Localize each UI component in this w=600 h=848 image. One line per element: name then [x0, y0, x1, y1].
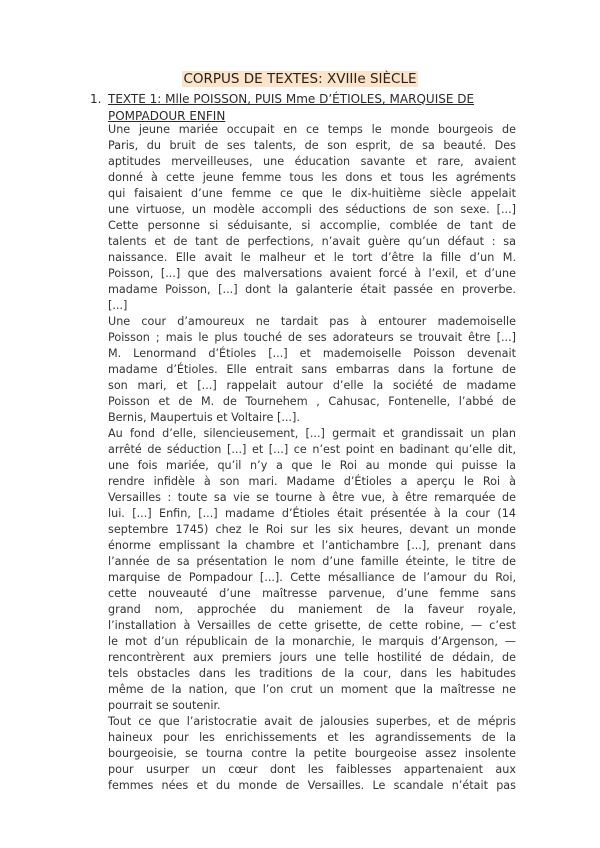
text-line: pourrait se soutenir. — [108, 699, 221, 712]
text-line: Poisson, [...] que des malversations avaient forcé à l’exil, et d’une — [108, 267, 516, 280]
text-line: Poisson et de M. de Tournehem , Cahusac, Fontenelle, l’abbé de — [108, 395, 516, 408]
text-line: Poisson ; mais le plus touché de ses adorateurs se trouvait être [...] — [108, 331, 516, 344]
text-line: rendre infidèle à son mari. Madame d’Étioles a aperçu le Roi à — [108, 475, 516, 488]
text-line: aptitudes merveilleuses, une éducation savante et rare, avaient — [108, 155, 516, 168]
text-line: Bernis, Maupertuis et Voltaire [...]. — [108, 411, 300, 424]
text-line: Tout ce que l’aristocratie avait de jalousies superbes, et de mépris — [108, 715, 516, 728]
corpus-title-text: CORPUS DE TEXTES: XVIIIe SIÈCLE — [183, 71, 417, 87]
text-line: M. Lenormand d’Étioles [...] et mademoiselle Poisson devenait — [108, 347, 516, 360]
text-line: Au fond d’elle, silencieusement, [...] germait et grandissait un plan — [108, 427, 516, 440]
text-line: madame d’Étioles. Elle entrait sans embarras dans la fortune de — [108, 363, 516, 376]
text-line: énorme emplissant la chambre et l’antichambre [...], prenant dans — [108, 539, 516, 552]
text-line: l’année de sa présentation le nom d’une famille éteinte, le titre de — [108, 555, 516, 568]
text-line: qui faisaient d’une femme ce que le dix-huitième siècle appelait — [108, 187, 516, 200]
text-line: Paris, du bruit de ses talents, de son esprit, de sa beauté. Des — [108, 139, 516, 152]
text-heading — [108, 91, 508, 125]
text-line: Cette personne si séduisante, si accomplie, comblée de tant de — [108, 219, 516, 232]
corpus-title — [0, 70, 600, 88]
text-line: septembre 1745) chez le Roi sur les six heures, devant un monde — [108, 523, 516, 536]
text-line: l’installation à Versailles de cette grisette, de cette robine, — c’est — [108, 619, 516, 632]
text-body — [108, 122, 516, 794]
text-line: tels obstacles dans les traditions de la cour, dans les habitudes — [108, 667, 516, 680]
text-line: arrêté de séduction [...] et [...] ce n’est point en badinant qu’elle dit, — [108, 443, 516, 456]
text-line: marquise de Pompadour [...]. Cette mésalliance de l’amour du Roi, — [108, 571, 516, 584]
text-line: femmes nées et du monde de Versailles. Le scandale n’était pas — [108, 779, 516, 792]
text-line: talents et de tant de perfections, n’avait guère qu’un défaut : sa — [108, 235, 516, 248]
text-line: haineux pour les enrichissements et les agrandissements de la — [108, 731, 516, 744]
text-line: bourgeoisie, se tourna contre la petite bourgeoise assez insolente — [108, 747, 516, 760]
text-line: Une jeune mariée occupait en ce temps le monde bourgeois de — [108, 123, 516, 136]
text-line: naissance. Elle avait le malheur et le tort d’être la fille d’un M. — [108, 251, 516, 264]
text-line: lui. [...] Enfin, [...] madame d’Étioles était présentée à la cour (14 — [108, 507, 516, 520]
text-line: pour usurper un cœur dont les faiblesses appartenaient aux — [108, 763, 516, 776]
text-heading-line: POMPADOUR ENFIN — [108, 109, 226, 123]
text-line: cette nouveauté d’une maîtresse parvenue, d’une femme sans — [108, 587, 516, 600]
paragraph — [108, 122, 516, 314]
text-line: madame Poisson, [...] dont la galanterie était passée en proverbe. — [108, 283, 516, 296]
text-line: rencontrèrent aux premiers jours une telle hostilité de dédain, de — [108, 651, 516, 664]
paragraph — [108, 714, 516, 794]
text-line: Une cour d’amoureux ne tardait pas à entourer mademoiselle — [108, 315, 516, 328]
text-line: le mot d’un républicain de la monarchie, le marquis d’Argenson, — — [108, 635, 516, 648]
paragraph — [108, 426, 516, 714]
paragraph — [108, 314, 516, 426]
text-line: donné à cette jeune femme tous les dons et tous les agréments — [108, 171, 516, 184]
text-line: son mari, et [...] rappelait autour d’elle la société de madame — [108, 379, 516, 392]
text-heading-line: TEXTE 1: Mlle POISSON, PUIS Mme D’ÉTIOLES, MARQUISE DE — [108, 92, 475, 106]
text-line: une fois mariée, qu’il n’y a que le Roi au monde qui puisse la — [108, 459, 516, 472]
text-line: [...] — [108, 299, 128, 312]
list-number: 1. — [90, 92, 102, 106]
text-line: grand nom, approchée du maniement de la faveur royale, — [108, 603, 516, 616]
text-line: une virtuose, un modèle accompli des séductions de son sexe. [...] — [108, 203, 516, 216]
text-line: même de la nation, que l’on crut un moment que la maîtresse ne — [108, 683, 516, 696]
text-line: Versailles : toute sa vie se tourne à être vue, à être remarquée de — [108, 491, 516, 504]
